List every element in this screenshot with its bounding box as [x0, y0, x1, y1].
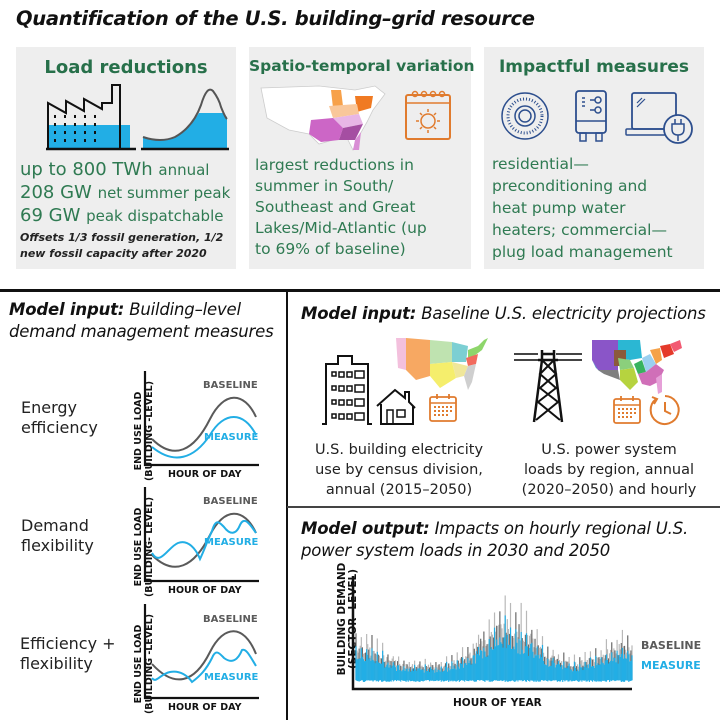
title-rest: Baseline U.S. electricity projections	[421, 304, 706, 323]
label-line: efficiency	[21, 418, 98, 437]
y-axis-line: (BUILDING -LEVEL)	[144, 380, 155, 482]
y-axis-line: (BUILDING- LEVEL)	[144, 496, 155, 598]
baseline-label: BASELINE	[203, 614, 258, 625]
panel-impactful-measures	[484, 47, 704, 269]
panel-load-reductions	[16, 47, 236, 269]
text-line: heat pump water	[492, 199, 626, 217]
title-line2: demand management measures	[9, 322, 274, 341]
title-line1: Impacts on hourly regional U.S.	[434, 519, 689, 538]
building-electricity-caption	[296, 440, 502, 500]
stat-dispatchable	[20, 205, 223, 226]
measure-label: MEASURE	[204, 432, 259, 443]
clock-icon	[648, 393, 682, 427]
title-bold: Model input:	[9, 300, 125, 319]
offsets-note-line2: new fossil capacity after 2020	[20, 247, 207, 260]
section-divider-right	[287, 506, 720, 508]
text-line: heaters; commercial—	[492, 221, 667, 239]
section-divider-top	[0, 289, 720, 292]
measure-label: MEASURE	[204, 537, 259, 548]
label-line: Demand	[21, 516, 89, 535]
title-line1: Building–level	[129, 300, 241, 319]
panel-title: Spatio-temporal variation	[249, 57, 475, 75]
caption-line: loads by region, annual	[524, 462, 694, 478]
x-axis-label: HOUR OF YEAR	[453, 697, 542, 709]
title-line2: power system loads in 2030 and 2050	[301, 541, 611, 560]
stat-label: annual	[158, 161, 210, 179]
text-line: plug load management	[492, 243, 673, 261]
text-line: Lakes/Mid-Atlantic (up	[255, 219, 427, 237]
right-bottom-section-title	[301, 518, 688, 562]
label-line: Energy	[21, 398, 78, 417]
stat-label: net summer peak	[97, 184, 231, 202]
caption-line: use by census division,	[315, 462, 483, 478]
us-map-icon	[259, 84, 389, 154]
row-label-energy-efficiency	[21, 398, 98, 438]
title-bold: Model input:	[301, 304, 417, 323]
calendar-icon	[612, 395, 642, 425]
text-line: preconditioning and	[492, 177, 648, 195]
panel-title: Load reductions	[44, 57, 208, 78]
panel-spatio-temporal	[249, 47, 475, 269]
row-label-demand-flexibility	[21, 516, 94, 556]
stat-value: 69 GW	[20, 205, 81, 226]
laptop-plug-icon	[626, 91, 696, 147]
stat-label: peak dispatchable	[86, 207, 224, 225]
calendar-icon	[428, 393, 458, 423]
text-line: residential—	[492, 155, 589, 173]
right-top-section-title	[301, 303, 706, 325]
x-axis-label: HOUR OF DAY	[168, 585, 242, 596]
measure-label: MEASURE	[641, 659, 701, 672]
stat-value: 208 GW	[20, 182, 92, 203]
text-line: to 69% of baseline)	[255, 240, 406, 258]
measure-label: MEASURE	[204, 672, 259, 683]
y-axis-line: BUILDING DEMAND	[336, 562, 348, 676]
main-title: Quantification of the U.S. building–grid resource	[16, 7, 535, 30]
region-map-icon	[590, 338, 686, 396]
power-tower-icon	[512, 344, 584, 424]
measures-text	[492, 153, 673, 263]
y-axis-line: (BUILDING -LEVEL)	[144, 613, 155, 715]
water-heater-icon	[574, 89, 610, 145]
left-section-title	[9, 299, 273, 343]
offsets-note-line1: Offsets 1/3 fossil generation, 1/2	[20, 231, 224, 244]
stat-summer-peak	[20, 182, 230, 203]
caption-line: U.S. power system	[541, 442, 677, 458]
text-line: largest reductions in	[255, 156, 414, 174]
baseline-label: BASELINE	[203, 380, 258, 391]
x-axis-label: HOUR OF DAY	[168, 469, 242, 480]
caption-line: annual (2015–2050)	[325, 482, 473, 498]
hourly-demand-chart	[352, 576, 636, 690]
y-axis-line: END USE LOAD	[133, 507, 144, 587]
thermostat-icon	[500, 91, 550, 141]
text-line: Southeast and Great	[255, 198, 416, 216]
title-bold: Model output:	[301, 519, 430, 538]
y-axis-line: END USE LOAD	[133, 624, 144, 704]
load-curve-icon	[141, 83, 231, 153]
power-system-caption	[506, 440, 712, 500]
house-icon	[377, 388, 417, 428]
factory-icon	[46, 83, 136, 153]
label-line: flexibility	[20, 654, 93, 673]
label-line: Efficiency +	[20, 634, 116, 653]
summer-calendar-icon	[404, 89, 454, 141]
label-line: flexibility	[21, 536, 94, 555]
y-axis-line: (SECTOR- LEVEL)	[347, 568, 359, 670]
caption-line: U.S. building electricity	[314, 442, 484, 458]
baseline-label: BASELINE	[641, 639, 702, 652]
y-axis-line: END USE LOAD	[133, 391, 144, 471]
stat-annual	[20, 159, 209, 180]
building-icon	[322, 354, 382, 426]
caption-line: (2020–2050) and hourly	[521, 482, 697, 498]
row-label-efficiency-flexibility	[20, 634, 116, 674]
panel-title: Impactful measures	[498, 57, 690, 77]
baseline-label: BASELINE	[203, 496, 258, 507]
stat-value: up to 800 TWh	[20, 159, 153, 180]
x-axis-label: HOUR OF DAY	[168, 702, 242, 713]
census-map-icon	[396, 336, 490, 392]
variation-text	[255, 155, 427, 260]
text-line: summer in South/	[255, 177, 394, 195]
